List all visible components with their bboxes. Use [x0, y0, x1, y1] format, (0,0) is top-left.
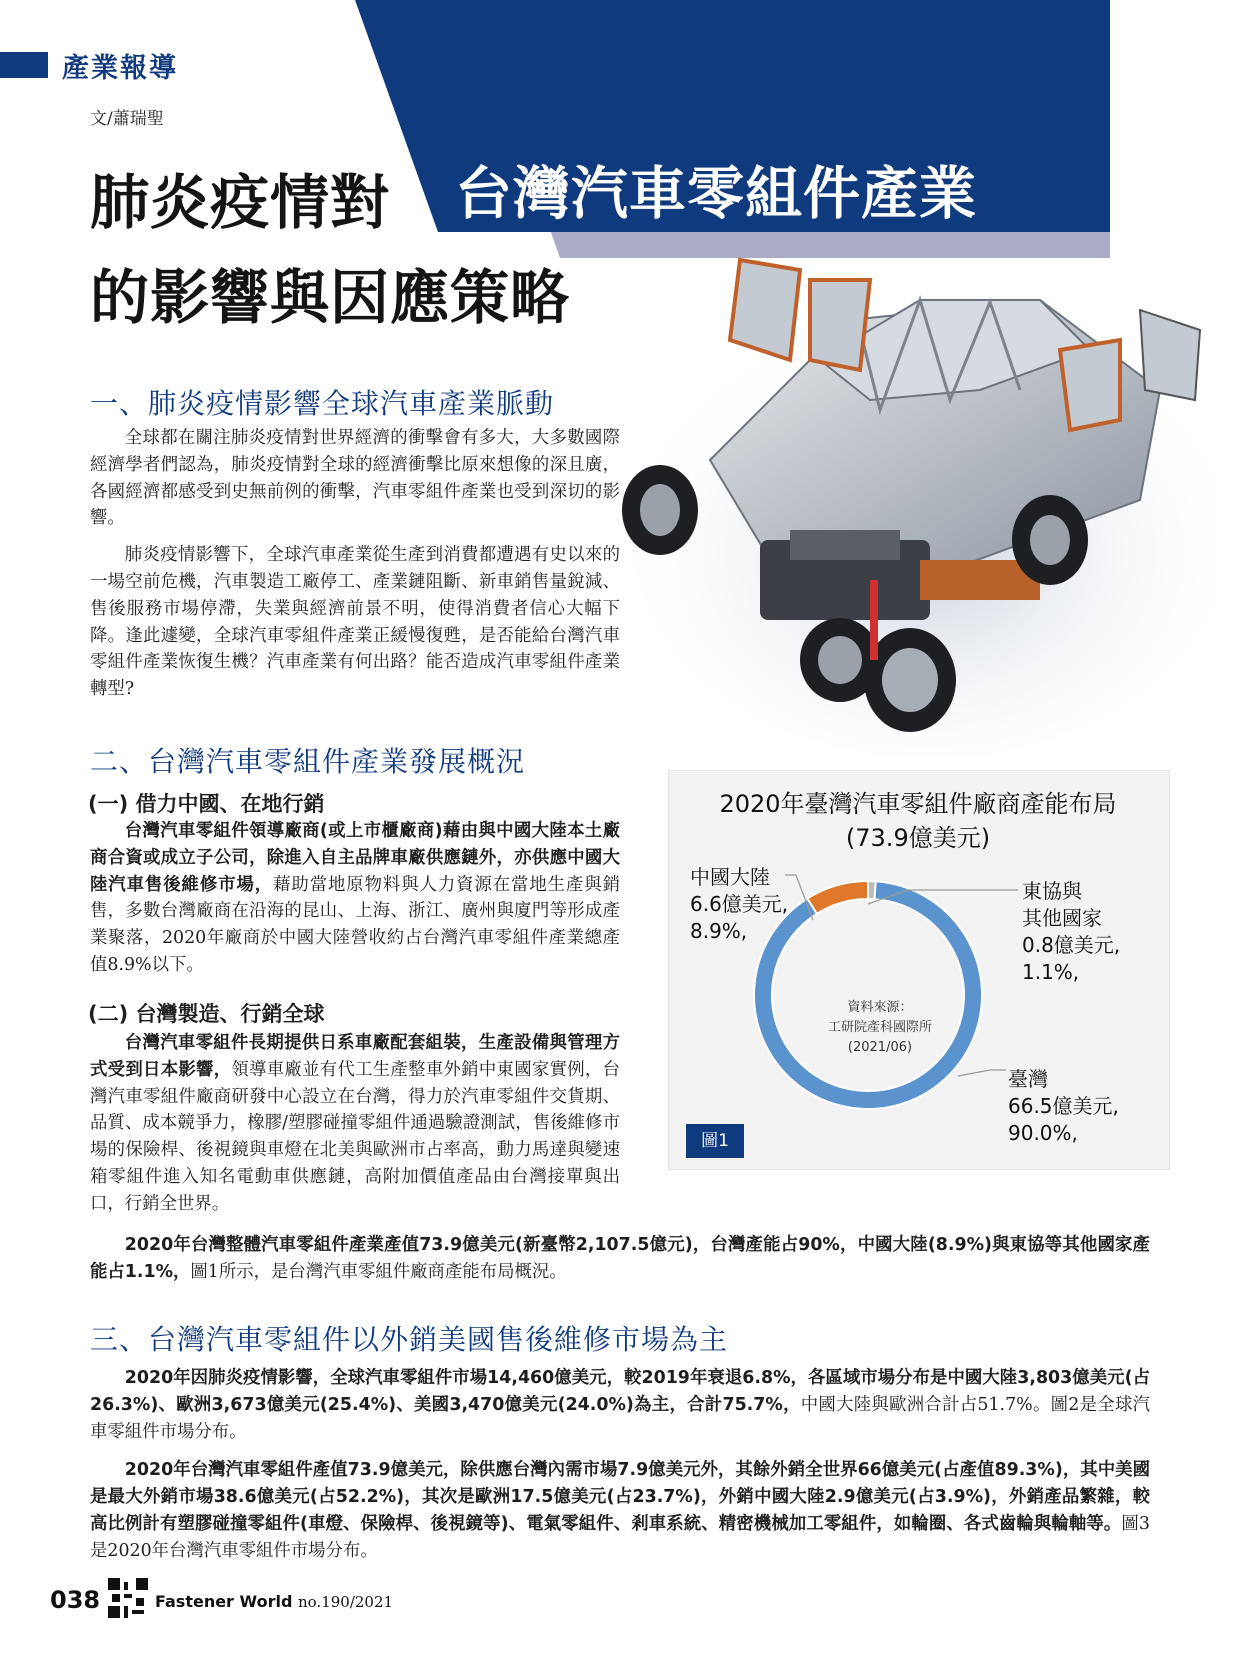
section-3-heading: 三、台灣汽車零組件以外銷美國售後維修市場為主 [90, 1323, 729, 1356]
subsection-1-text: 藉助當地原物料與人力資源在當地生產與銷售，多數台灣廠商在沿海的昆山、上海、浙江、廣州與廈門等形成產業聚落，2020年廠商於中國大陸營收約占台灣汽車零組件產業總產值8.9%以下。 [90, 874, 620, 975]
qr-code-icon[interactable] [108, 1578, 148, 1618]
page-number: 038 [50, 1586, 101, 1614]
subsection-2-body [90, 1030, 620, 1218]
figure-1-label: 圖1 [686, 1124, 744, 1158]
summary-text: 圖1所示，是台灣汽車零組件廠商產能布局概況。 [190, 1261, 567, 1282]
subsection-1-heading: (一) 借力中國、在地行銷 [88, 792, 325, 816]
issue-number: no.190/2021 [298, 1593, 394, 1611]
title-line-2: 的影響與因應策略 [90, 263, 571, 332]
section-2-summary [90, 1232, 1150, 1286]
slice-taiwan [754, 881, 982, 1109]
wheel-rear-left [1012, 495, 1088, 585]
subsection-2-bold: 台灣汽車零組件長期提供日系車廠配套組裝，生產設備與管理方式受到日本影響， [90, 1033, 620, 1080]
title-overlay: 台灣汽車零組件產業 [455, 161, 977, 227]
author-byline: 文/蕭瑞聖 [90, 109, 164, 129]
title-line-1: 肺炎疫情對 [90, 168, 391, 237]
chart-title: 2020年臺灣汽車零組件廠商產能布局 [719, 790, 1117, 818]
chart-source: 資料來源： 工研院產科國際所 (2021/06) [827, 1000, 932, 1055]
section-2-heading: 二、台灣汽車零組件產業發展概況 [90, 745, 526, 778]
section-3-p2-text: 圖3是2020年台灣汽車零組件市場分布。 [90, 1513, 1150, 1561]
donut-slices [754, 881, 982, 1109]
section-1-paragraph-2: 肺炎疫情影響下，全球汽車產業從生產到消費都遭遇有史以來的一場空前危機，汽車製造工廠停工、產業鏈阻斷、新車銷售量銳減、售後服務市場停滯，失業與經濟前景不明，使得消費者信心大幅下降。逢此遽變，全球汽車零組件產業正緩慢復甦，是否能給台灣汽車零組件產業恢復生機？汽車產業有何出路？能否造成汽車零組件產業轉型? [90, 545, 620, 700]
slice-china [807, 881, 868, 914]
chart-subtitle: (73.9億美元) [845, 824, 991, 852]
section-tag-bar [0, 52, 48, 78]
section-1-paragraph-1: 全球都在關注肺炎疫情對世界經濟的衝擊會有多大，大多數國際經濟學者們認為，肺炎疫情對全球的經濟衝擊比原來想像的深且廣，各國經濟都感受到史無前例的衝擊，汽車零組件產業也受到深切的影響。 [90, 428, 620, 529]
magazine-name: Fastener World no.190/2021 [155, 1592, 394, 1611]
section-3-p1-text: 中國大陸與歐洲合計占51.7%。圖2是全球汽車零組件市場分布。 [90, 1394, 1151, 1442]
section-3-body [90, 1365, 1150, 1565]
wheel-front-left [622, 465, 698, 555]
section-3-p1-bold: 2020年因肺炎疫情影響，全球汽車零組件市場14,460億美元，較2019年衰退6.8%，各區域市場分布是中國大陸3,803億美元(占26.3%)、歐洲3,673億美元(25.4%)、美國3,470億美元(24.0%)為主，合計75.7%， [90, 1368, 1150, 1415]
slice-label-taiwan: 臺灣 66.5億美元, 90.0%, [1008, 1067, 1119, 1145]
slice-label-china: 中國大陸 6.6億美元, 8.9%, [690, 865, 789, 943]
summary-bold: 2020年台灣整體汽車零組件產業產值73.9億美元(新臺幣2,107.5億元)，台灣產能占90%，中國大陸(8.9%)與東協等其他國家產能占1.1%， [90, 1235, 1150, 1282]
leader-line-taiwan [958, 1070, 1006, 1076]
subsection-2-heading: (二) 台灣製造、行銷全球 [88, 1002, 325, 1026]
section-1-heading: 一、肺炎疫情影響全球汽車產業脈動 [90, 387, 555, 420]
subsection-1-bold: 台灣汽車零組件領導廠商(或上市櫃廠商)藉由與中國大陸本土廠商合資或成立子公司，除進入自主品牌車廠供應鏈外，亦供應中國大陸汽車售後維修市場， [90, 821, 620, 895]
section-1-body [90, 425, 620, 703]
section-3-p2-bold: 2020年台灣汽車零組件產值73.9億美元，除供應台灣內需市場7.9億美元外，其餘外銷全世界66億美元(占產值89.3%)，其中美國是最大外銷市場38.6億美元(占52.2%)，其次是歐洲17.5億美元(占23.7%)，外銷中國大陸2.9億美元(占3.9%)，外銷產品繁雜，較高比例計有塑膠碰撞零組件(車燈、保險桿、後視鏡等)、電氣零組件、剎車系統、精密機械加工零組件，如輪圈、各式齒輪與輪軸等。 [90, 1460, 1150, 1534]
exploded-car-illustration [620, 240, 1220, 760]
section-tag: 產業報導 [62, 53, 178, 84]
subsection-1-body [90, 818, 620, 979]
slice-label-asean: 東協與 其他國家 0.8億美元, 1.1%, [1022, 879, 1121, 984]
subsection-2-text: 領導車廠並有代工生產整車外銷中東國家實例，台灣汽車零組件廠商研發中心設立在台灣，得力於汽車零組件交貨期、品質、成本競爭力，橡膠/塑膠碰撞零組件通過驗證測試，售後維修市場的保險桿、後視鏡與車燈在北美與歐洲市占率高，動力馬達與變速箱零組件進入知名電動車供應鏈，高附加價值產品由台灣接單與出口，行銷全世界。 [90, 1059, 620, 1214]
